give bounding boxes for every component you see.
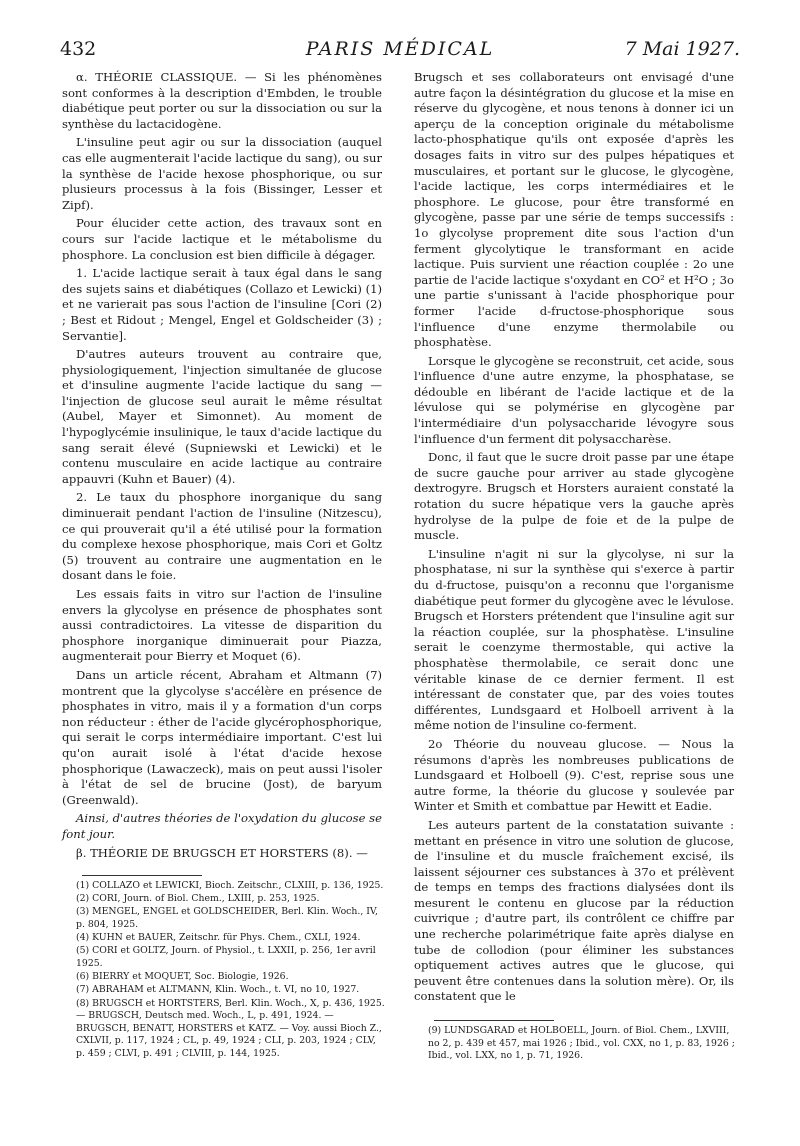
footnote: (5) CORI et GOLTZ, Journ. of Physiol., t. LXXII, p. 256, 1er avril 1925.: [76, 945, 376, 969]
paragraph: Les auteurs partent de la constatation suivante : mettant en présence in vitro une solution de glucose, de l'insuline et du muscle fraîchement excisé, ils laissent séjourner ces substances à 37o et prélèvent de temps en temps des fractions dialysées dont ils mesurent le contenu en glucose par la réduction cuivrique ; d'autre part, ils contrôlent ce chiffre par une recherche polarimétrique faite après dialyse en tube de collodion (pour éliminer les substances optiquement actives autres que le glucose, qui peuvent être contenues dans la solution mère). Or, ils constatent que le: [414, 817, 734, 1004]
footnote: (3) MENGEL, ENGEL et GOLDSCHEIDER, Berl. Klin. Woch., IV, p. 804, 1925.: [76, 906, 378, 930]
section-heading: β. THÉORIE DE BRUGSCH ET HORSTERS (8). —: [76, 845, 368, 860]
footnote: (4) KUHN et BAUER, Zeitschr. für Phys. Chem., CXLI, 1924.: [76, 932, 361, 944]
footnote: (2) CORI, Journ. of Biol. Chem., LXIII, p. 253, 1925.: [76, 893, 320, 905]
footnote: (1) COLLAZO et LEWICKI, Bioch. Zeitschr., CLXIII, p. 136, 1925.: [76, 880, 384, 891]
right-column: [414, 70, 734, 1008]
paragraph: 2. Le taux du phosphore inorganique du sang diminuerait pendant l'action de l'insuline (Nitzescu), ce qui prouverait qu'il a été utilisé pour la formation du complexe hexose phosphorique, mais Cori et Goltz (5) trouvent au contraire une augmentation en le dosant dans le foie.: [62, 490, 382, 583]
footnote: (8) BRUGSCH et HORTSTERS, Berl. Klin. Woch., X, p. 436, 1925. — BRUGSCH, Deutsch med. Woch., L, p. 491, 1924. — BRUGSCH, BENATT, HORSTERS et KATZ. — Voy. aussi Bioch Z., CXLVII, p. 117, 1924 ; CL, p. 49, 1924 ; CLI, p. 203, 1924 ; CLV, p. 459 ; CLVI, p. 491 ; CLVIII, p. 144, 1925.: [76, 997, 385, 1059]
paragraph: α. THÉORIE CLASSIQUE. — Si les phénomènes sont conformes à la description d'Embden, le trouble diabétique peut porter ou sur la dissociation ou sur la synthèse du lactacidogène.: [62, 70, 382, 131]
footnote: (9) LUNDSGARAD et HOLBOELL, Journ. of Biol. Chem., LXVIII, no 2, p. 439 et 457, mai 1926 ; Ibid., vol. CXX, no 1, p. 83, 1926 ; Ibid., vol. LXX, no 1, p. 71, 1926.: [428, 1025, 735, 1062]
paragraph: Ainsi, d'autres théories de l'oxydation du glucose se font jour.: [62, 811, 382, 841]
footnotes-left: [62, 875, 386, 1061]
section-heading: 2o Théorie du nouveau glucose. — Nous la résumons d'après les nombreuses publications de Lundsgaard et Holboell (9). C'est, reprise sous une autre forme, la théorie du glucose γ soulevée par Winter et Smith et combattue par Hewitt et Eadie.: [414, 736, 734, 814]
left-column: [62, 70, 382, 864]
footnotes-right: [414, 1020, 738, 1063]
paragraph: 1. L'acide lactique serait à taux égal dans le sang des sujets sains et diabétiques (Collazo et Lewicki) (1) et ne varierait pas sous l'action de l'insuline [Cori (2) ; Best et Ridout ; Mengel, Engel et Goldscheider (3) ; Servantie].: [62, 266, 382, 343]
page-date: 7 Mai 1927.: [624, 38, 740, 60]
paragraph: D'autres auteurs trouvent au contraire que, physiologiquement, l'injection simultanée de glucose et d'insuline augmente l'acide lactique du sang — l'injection de glucose seul aurait le même résultat (Aubel, Mayer et Simonnet). Au moment de l'hypoglycémie insulinique, le taux d'acide lactique du sang serait élevé (Supniewski et Lewicki) et le contenu musculaire en acide lactique au contraire appauvri (Kuhn et Bauer) (4).: [62, 347, 382, 486]
paragraph: Donc, il faut que le sucre droit passe par une étape de sucre gauche pour arriver au stade glycogène dextrogyre. Brugsch et Horsters auraient constaté la rotation du sucre hépatique vers la gauche après hydrolyse de la pulpe de foie et de la pulpe de muscle.: [414, 450, 734, 543]
paragraph: Dans un article récent, Abraham et Altmann (7) montrent que la glycolyse s'accélère en présence de phosphates in vitro, mais il y a formation d'un corps non réducteur : éther de l'acide glycérophosphorique, qui serait le corps intermédiaire important. C'est lui qu'on aurait isolé à l'état d'acide hexose phosphorique (Lawaczeck), mais on peut aussi l'isoler à l'état de sel de brucine (Jost), de baryum (Greenwald).: [62, 667, 382, 807]
paragraph: L'insuline n'agit ni sur la glycolyse, ni sur la phosphatase, ni sur la synthèse qui s'exerce à partir du d-fructose, puisqu'on a reconnu que l'organisme diabétique peut former du glycogène avec le lévulose. Brugsch et Horsters prétendent que l'insuline agit sur la réaction couplée, sur la phosphatèse. L'insuline serait le coenzyme thermostable, qui active la phosphatèse thermolabile, ce serait donc une véritable kinase de ce dernier ferment. Il est intéressant de constater que, par des voies toutes différentes, Lundsgaard et Holboell arrivent à la même notion de l'insuline co-ferment.: [414, 546, 734, 733]
paragraph: Lorsque le glycogène se reconstruit, cet acide, sous l'influence d'une autre enzyme, la phosphatase, se dédouble en libérant de l'acide lactique et de la lévulose qui se polymérise en glycogène par l'intermédiaire d'un polysaccharide lévogyre sous l'influence d'un ferment dit polysaccharèse.: [414, 353, 734, 446]
paragraph: Les essais faits in vitro sur l'action de l'insuline envers la glycolyse en présence de phosphates sont aussi contradictoires. La vitesse de disparition du phosphore inorganique diminuerait pour Piazza, augmenterait pour Bierry et Moquet (6).: [62, 587, 382, 664]
paragraph: Brugsch et ses collaborateurs ont envisagé d'une autre façon la désintégration du glucose et la mise en réserve du glycogène, et nous tenons à donner ici un aperçu de la conception originale du métabolisme lacto-phosphatique qu'ils ont exposée d'après les dosages faits in vitro sur des pulpes hépatiques et musculaires, et portant sur le glucose, le glycogène, l'acide lactique, les corps intermédiaires et le phosphore. Le glucose, pour être transformé en glycogène, passe par une série de temps successifs : 1o glycolyse proprement dite sous l'action d'un ferment glycolytique le transformant en acide lactique. Puis survient une réaction couplée : 2o une partie de l'acide lactique s'oxydant en CO² et H²O ; 3o une partie s'unissant à l'acide phosphorique pour former l'acide d-fructose-phosphorique sous l'influence d'une enzyme thermolabile ou phosphatèse.: [414, 70, 734, 350]
running-title: PARIS MÉDICAL: [305, 38, 495, 60]
paragraph: L'insuline peut agir ou sur la dissociation (auquel cas elle augmenterait l'acide lactique du sang), ou sur la synthèse de l'acide hexose phosphorique, ou sur plusieurs processus à la fois (Bissinger, Lesser et Zipf).: [62, 135, 382, 212]
footnote-rule: [82, 875, 202, 876]
footnote-rule: [434, 1020, 554, 1021]
page-header: [60, 38, 740, 66]
page-number: 432: [60, 38, 97, 60]
paragraph: Pour élucider cette action, des travaux sont en cours sur l'acide lactique et le métabolisme du phosphore. La conclusion est bien difficile à dégager.: [62, 216, 382, 262]
footnote: (7) ABRAHAM et ALTMANN, Klin. Woch., t. VI, no 10, 1927.: [76, 984, 360, 996]
footnote: (6) BIERRY et MOQUET, Soc. Biologie, 1926.: [76, 971, 289, 983]
